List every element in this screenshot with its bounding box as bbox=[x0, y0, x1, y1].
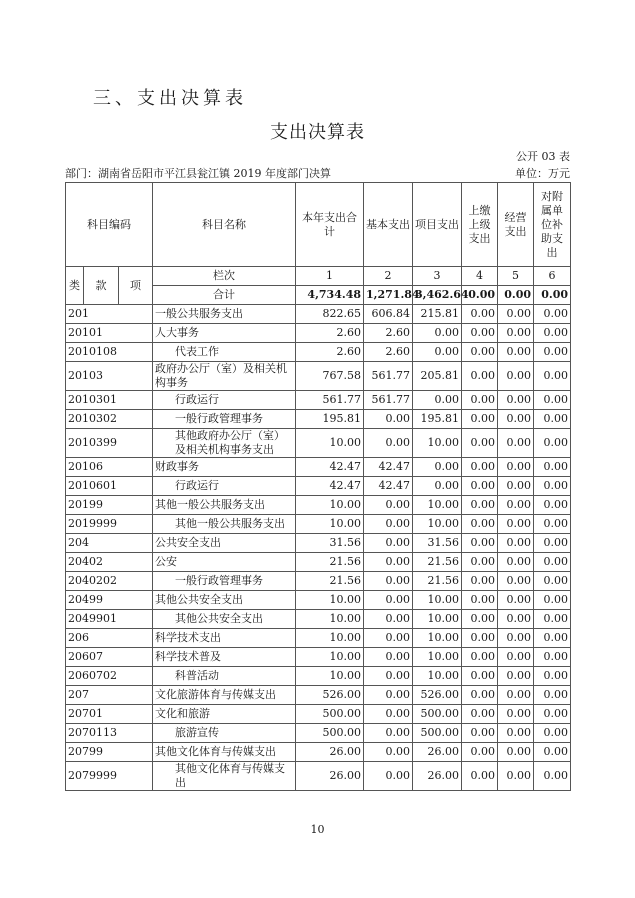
header-xiang: 项 bbox=[119, 267, 153, 305]
table-row bbox=[66, 724, 571, 743]
header-name: 科目名称 bbox=[153, 183, 296, 267]
subject-code: 2019999 bbox=[66, 515, 153, 534]
amount-cell: 0.00 bbox=[534, 743, 571, 762]
amount-cell: 0.00 bbox=[534, 305, 571, 324]
amount-cell: 0.00 bbox=[462, 686, 498, 705]
amount-cell: 500.00 bbox=[296, 724, 364, 743]
amount-cell: 0.00 bbox=[462, 667, 498, 686]
amount-cell: 0.00 bbox=[498, 429, 534, 458]
amount-cell: 0.00 bbox=[498, 391, 534, 410]
amount-cell: 21.56 bbox=[296, 572, 364, 591]
col-num: 6 bbox=[534, 267, 571, 286]
column-number-row bbox=[66, 267, 571, 286]
table-row bbox=[66, 629, 571, 648]
table-row bbox=[66, 762, 571, 791]
amount-cell: 0.00 bbox=[498, 534, 534, 553]
amount-cell: 215.81 bbox=[413, 305, 462, 324]
amount-cell: 0.00 bbox=[534, 534, 571, 553]
table-row bbox=[66, 324, 571, 343]
amount-cell: 2.60 bbox=[296, 343, 364, 362]
subject-name: 行政运行 bbox=[153, 477, 296, 496]
amount-cell: 0.00 bbox=[364, 610, 413, 629]
amount-cell: 0.00 bbox=[462, 724, 498, 743]
amount-cell: 10.00 bbox=[413, 515, 462, 534]
subject-name: 其他文化体育与传媒支出 bbox=[153, 743, 296, 762]
amount-cell: 21.56 bbox=[413, 572, 462, 591]
subject-name: 行政运行 bbox=[153, 391, 296, 410]
sum-label: 合计 bbox=[153, 286, 296, 305]
amount-cell: 10.00 bbox=[413, 667, 462, 686]
col-num: 4 bbox=[462, 267, 498, 286]
amount-cell: 500.00 bbox=[296, 705, 364, 724]
amount-cell: 31.56 bbox=[413, 534, 462, 553]
amount-cell: 0.00 bbox=[364, 553, 413, 572]
amount-cell: 0.00 bbox=[413, 458, 462, 477]
table-row bbox=[66, 743, 571, 762]
amount-cell: 500.00 bbox=[413, 724, 462, 743]
amount-cell: 42.47 bbox=[364, 477, 413, 496]
table-row bbox=[66, 705, 571, 724]
amount-cell: 822.65 bbox=[296, 305, 364, 324]
amount-cell: 0.00 bbox=[462, 343, 498, 362]
amount-cell: 0.00 bbox=[364, 743, 413, 762]
amount-cell: 0.00 bbox=[534, 391, 571, 410]
table-row bbox=[66, 572, 571, 591]
amount-cell: 10.00 bbox=[296, 648, 364, 667]
amount-cell: 0.00 bbox=[498, 667, 534, 686]
subject-code: 20402 bbox=[66, 553, 153, 572]
amount-cell: 561.77 bbox=[364, 362, 413, 391]
subject-name: 旅游宣传 bbox=[153, 724, 296, 743]
amount-cell: 0.00 bbox=[462, 534, 498, 553]
amount-cell: 0.00 bbox=[364, 724, 413, 743]
subject-name: 其他文化体育与传媒支出 bbox=[153, 762, 296, 791]
amount-cell: 0.00 bbox=[498, 410, 534, 429]
table-row bbox=[66, 477, 571, 496]
amount-cell: 0.00 bbox=[534, 553, 571, 572]
amount-cell: 0.00 bbox=[462, 391, 498, 410]
subject-name: 科学技术普及 bbox=[153, 648, 296, 667]
table-row bbox=[66, 458, 571, 477]
amount-cell: 0.00 bbox=[462, 515, 498, 534]
amount-cell: 10.00 bbox=[296, 667, 364, 686]
amount-cell: 0.00 bbox=[462, 429, 498, 458]
header-upper: 上缴上级支出 bbox=[462, 183, 498, 267]
amount-cell: 31.56 bbox=[296, 534, 364, 553]
amount-cell: 10.00 bbox=[296, 496, 364, 515]
table-row bbox=[66, 343, 571, 362]
col-num: 5 bbox=[498, 267, 534, 286]
amount-cell: 0.00 bbox=[534, 572, 571, 591]
amount-cell: 0.00 bbox=[498, 572, 534, 591]
amount-cell: 0.00 bbox=[364, 429, 413, 458]
amount-cell: 0.00 bbox=[413, 391, 462, 410]
subject-code: 2010601 bbox=[66, 477, 153, 496]
table-row bbox=[66, 610, 571, 629]
subject-name: 其他一般公共服务支出 bbox=[153, 515, 296, 534]
subject-name: 人大事务 bbox=[153, 324, 296, 343]
amount-cell: 767.58 bbox=[296, 362, 364, 391]
amount-cell: 0.00 bbox=[413, 324, 462, 343]
amount-cell: 0.00 bbox=[364, 686, 413, 705]
amount-cell: 0.00 bbox=[364, 591, 413, 610]
sum-value: 4,734.48 bbox=[296, 286, 364, 305]
amount-cell: 26.00 bbox=[413, 743, 462, 762]
amount-cell: 0.00 bbox=[534, 429, 571, 458]
subject-code: 2010399 bbox=[66, 429, 153, 458]
col-num: 1 bbox=[296, 267, 364, 286]
subject-code: 20101 bbox=[66, 324, 153, 343]
amount-cell: 0.00 bbox=[498, 477, 534, 496]
subject-code: 2070113 bbox=[66, 724, 153, 743]
amount-cell: 0.00 bbox=[498, 610, 534, 629]
amount-cell: 0.00 bbox=[462, 762, 498, 791]
header-code: 科目编码 bbox=[66, 183, 153, 267]
amount-cell: 0.00 bbox=[364, 496, 413, 515]
table-row bbox=[66, 515, 571, 534]
header-kuan: 款 bbox=[84, 267, 119, 305]
amount-cell: 561.77 bbox=[296, 391, 364, 410]
amount-cell: 606.84 bbox=[364, 305, 413, 324]
amount-cell: 195.81 bbox=[413, 410, 462, 429]
amount-cell: 10.00 bbox=[413, 648, 462, 667]
amount-cell: 0.00 bbox=[498, 553, 534, 572]
amount-cell: 10.00 bbox=[296, 610, 364, 629]
amount-cell: 0.00 bbox=[364, 534, 413, 553]
amount-cell: 10.00 bbox=[413, 629, 462, 648]
amount-cell: 0.00 bbox=[498, 343, 534, 362]
amount-cell: 10.00 bbox=[413, 610, 462, 629]
table-row bbox=[66, 667, 571, 686]
table-row bbox=[66, 496, 571, 515]
amount-cell: 0.00 bbox=[462, 410, 498, 429]
amount-cell: 0.00 bbox=[364, 667, 413, 686]
amount-cell: 0.00 bbox=[462, 458, 498, 477]
subject-name: 公共安全支出 bbox=[153, 534, 296, 553]
amount-cell: 0.00 bbox=[534, 324, 571, 343]
col-num: 2 bbox=[364, 267, 413, 286]
amount-cell: 0.00 bbox=[498, 515, 534, 534]
amount-cell: 10.00 bbox=[296, 591, 364, 610]
amount-cell: 0.00 bbox=[498, 629, 534, 648]
amount-cell: 0.00 bbox=[462, 629, 498, 648]
amount-cell: 0.00 bbox=[364, 705, 413, 724]
table-row bbox=[66, 648, 571, 667]
amount-cell: 0.00 bbox=[534, 686, 571, 705]
amount-cell: 205.81 bbox=[413, 362, 462, 391]
amount-cell: 26.00 bbox=[296, 762, 364, 791]
amount-cell: 0.00 bbox=[534, 458, 571, 477]
amount-cell: 10.00 bbox=[296, 429, 364, 458]
amount-cell: 0.00 bbox=[364, 762, 413, 791]
amount-cell: 526.00 bbox=[296, 686, 364, 705]
amount-cell: 0.00 bbox=[534, 410, 571, 429]
subject-code: 207 bbox=[66, 686, 153, 705]
amount-cell: 10.00 bbox=[296, 629, 364, 648]
subject-code: 20799 bbox=[66, 743, 153, 762]
header-basic: 基本支出 bbox=[364, 183, 413, 267]
amount-cell: 0.00 bbox=[534, 667, 571, 686]
amount-cell: 0.00 bbox=[364, 515, 413, 534]
amount-cell: 0.00 bbox=[462, 305, 498, 324]
document-title: 支出决算表 bbox=[270, 122, 365, 143]
amount-cell: 2.60 bbox=[364, 343, 413, 362]
form-number: 公开 03 表 bbox=[516, 150, 570, 163]
amount-cell: 21.56 bbox=[413, 553, 462, 572]
amount-cell: 0.00 bbox=[462, 553, 498, 572]
sum-value: 0.00 bbox=[534, 286, 571, 305]
subject-name: 其他政府办公厅（室）及相关机构事务支出 bbox=[153, 429, 296, 458]
subject-code: 2010301 bbox=[66, 391, 153, 410]
col-num: 3 bbox=[413, 267, 462, 286]
sum-value: 0.00 bbox=[462, 286, 498, 305]
amount-cell: 0.00 bbox=[462, 324, 498, 343]
amount-cell: 0.00 bbox=[534, 629, 571, 648]
subject-code: 20106 bbox=[66, 458, 153, 477]
amount-cell: 0.00 bbox=[534, 705, 571, 724]
amount-cell: 0.00 bbox=[462, 477, 498, 496]
subject-code: 206 bbox=[66, 629, 153, 648]
table-row bbox=[66, 534, 571, 553]
amount-cell: 0.00 bbox=[462, 591, 498, 610]
table-row bbox=[66, 686, 571, 705]
page-number: 10 bbox=[310, 823, 325, 836]
amount-cell: 0.00 bbox=[364, 572, 413, 591]
expenditure-table bbox=[65, 182, 571, 791]
unit-label: 单位：万元 bbox=[515, 167, 570, 180]
subject-code: 20607 bbox=[66, 648, 153, 667]
header-total: 本年支出合计 bbox=[296, 183, 364, 267]
subject-name: 文化和旅游 bbox=[153, 705, 296, 724]
amount-cell: 0.00 bbox=[413, 477, 462, 496]
subject-code: 20199 bbox=[66, 496, 153, 515]
column-label: 栏次 bbox=[153, 267, 296, 286]
header-lei: 类 bbox=[66, 267, 84, 305]
amount-cell: 0.00 bbox=[462, 610, 498, 629]
amount-cell: 0.00 bbox=[364, 410, 413, 429]
table-row bbox=[66, 429, 571, 458]
subject-code: 2010302 bbox=[66, 410, 153, 429]
amount-cell: 0.00 bbox=[534, 477, 571, 496]
subject-code: 20499 bbox=[66, 591, 153, 610]
amount-cell: 42.47 bbox=[296, 477, 364, 496]
amount-cell: 0.00 bbox=[534, 648, 571, 667]
amount-cell: 0.00 bbox=[498, 458, 534, 477]
subject-code: 2060702 bbox=[66, 667, 153, 686]
amount-cell: 0.00 bbox=[498, 305, 534, 324]
amount-cell: 26.00 bbox=[296, 743, 364, 762]
table-row bbox=[66, 591, 571, 610]
amount-cell: 0.00 bbox=[498, 724, 534, 743]
header-business: 经营支出 bbox=[498, 183, 534, 267]
amount-cell: 0.00 bbox=[498, 324, 534, 343]
table-row bbox=[66, 362, 571, 391]
sum-value: 3,462.64 bbox=[413, 286, 462, 305]
amount-cell: 0.00 bbox=[462, 572, 498, 591]
sum-value: 0.00 bbox=[498, 286, 534, 305]
header-project: 项目支出 bbox=[413, 183, 462, 267]
amount-cell: 0.00 bbox=[534, 610, 571, 629]
subject-name: 其他一般公共服务支出 bbox=[153, 496, 296, 515]
amount-cell: 0.00 bbox=[498, 762, 534, 791]
amount-cell: 10.00 bbox=[413, 496, 462, 515]
amount-cell: 0.00 bbox=[498, 496, 534, 515]
amount-cell: 0.00 bbox=[498, 648, 534, 667]
table-row bbox=[66, 410, 571, 429]
subject-name: 财政事务 bbox=[153, 458, 296, 477]
subject-name: 公安 bbox=[153, 553, 296, 572]
subject-name: 科学技术支出 bbox=[153, 629, 296, 648]
amount-cell: 0.00 bbox=[498, 591, 534, 610]
subject-name: 政府办公厅（室）及相关机构事务 bbox=[153, 362, 296, 391]
subject-code: 2049901 bbox=[66, 610, 153, 629]
table-row bbox=[66, 553, 571, 572]
section-title: 三、支出决算表 bbox=[93, 88, 247, 109]
amount-cell: 42.47 bbox=[296, 458, 364, 477]
subject-code: 201 bbox=[66, 305, 153, 324]
subject-name: 科普活动 bbox=[153, 667, 296, 686]
amount-cell: 0.00 bbox=[462, 496, 498, 515]
table-row bbox=[66, 391, 571, 410]
amount-cell: 0.00 bbox=[534, 591, 571, 610]
amount-cell: 0.00 bbox=[534, 362, 571, 391]
subject-code: 2040202 bbox=[66, 572, 153, 591]
amount-cell: 500.00 bbox=[413, 705, 462, 724]
header-subsidy: 对附属单位补助支出 bbox=[534, 183, 571, 267]
subject-name: 其他公共安全支出 bbox=[153, 591, 296, 610]
subject-code: 20701 bbox=[66, 705, 153, 724]
subject-code: 20103 bbox=[66, 362, 153, 391]
amount-cell: 0.00 bbox=[534, 515, 571, 534]
amount-cell: 0.00 bbox=[498, 362, 534, 391]
subject-code: 2010108 bbox=[66, 343, 153, 362]
amount-cell: 0.00 bbox=[364, 648, 413, 667]
subject-name: 一般公共服务支出 bbox=[153, 305, 296, 324]
amount-cell: 0.00 bbox=[462, 743, 498, 762]
amount-cell: 0.00 bbox=[498, 743, 534, 762]
amount-cell: 10.00 bbox=[413, 591, 462, 610]
subject-name: 文化旅游体育与传媒支出 bbox=[153, 686, 296, 705]
amount-cell: 2.60 bbox=[364, 324, 413, 343]
sum-value: 1,271.84 bbox=[364, 286, 413, 305]
amount-cell: 0.00 bbox=[534, 762, 571, 791]
subject-name: 其他公共安全支出 bbox=[153, 610, 296, 629]
amount-cell: 195.81 bbox=[296, 410, 364, 429]
amount-cell: 0.00 bbox=[534, 724, 571, 743]
table-row bbox=[66, 305, 571, 324]
subject-name: 一般行政管理事务 bbox=[153, 410, 296, 429]
header-row bbox=[66, 183, 571, 267]
amount-cell: 42.47 bbox=[364, 458, 413, 477]
amount-cell: 561.77 bbox=[364, 391, 413, 410]
amount-cell: 0.00 bbox=[498, 705, 534, 724]
amount-cell: 2.60 bbox=[296, 324, 364, 343]
amount-cell: 0.00 bbox=[462, 648, 498, 667]
amount-cell: 21.56 bbox=[296, 553, 364, 572]
amount-cell: 26.00 bbox=[413, 762, 462, 791]
department-label: 部门：湖南省岳阳市平江县瓮江镇 2019 年度部门决算 bbox=[65, 167, 331, 180]
subject-code: 204 bbox=[66, 534, 153, 553]
subject-name: 一般行政管理事务 bbox=[153, 572, 296, 591]
amount-cell: 0.00 bbox=[498, 686, 534, 705]
subject-name: 代表工作 bbox=[153, 343, 296, 362]
amount-cell: 0.00 bbox=[413, 343, 462, 362]
amount-cell: 0.00 bbox=[462, 362, 498, 391]
amount-cell: 10.00 bbox=[296, 515, 364, 534]
amount-cell: 0.00 bbox=[534, 343, 571, 362]
amount-cell: 526.00 bbox=[413, 686, 462, 705]
subject-code: 2079999 bbox=[66, 762, 153, 791]
amount-cell: 0.00 bbox=[534, 496, 571, 515]
amount-cell: 0.00 bbox=[462, 705, 498, 724]
amount-cell: 0.00 bbox=[364, 629, 413, 648]
amount-cell: 10.00 bbox=[413, 429, 462, 458]
